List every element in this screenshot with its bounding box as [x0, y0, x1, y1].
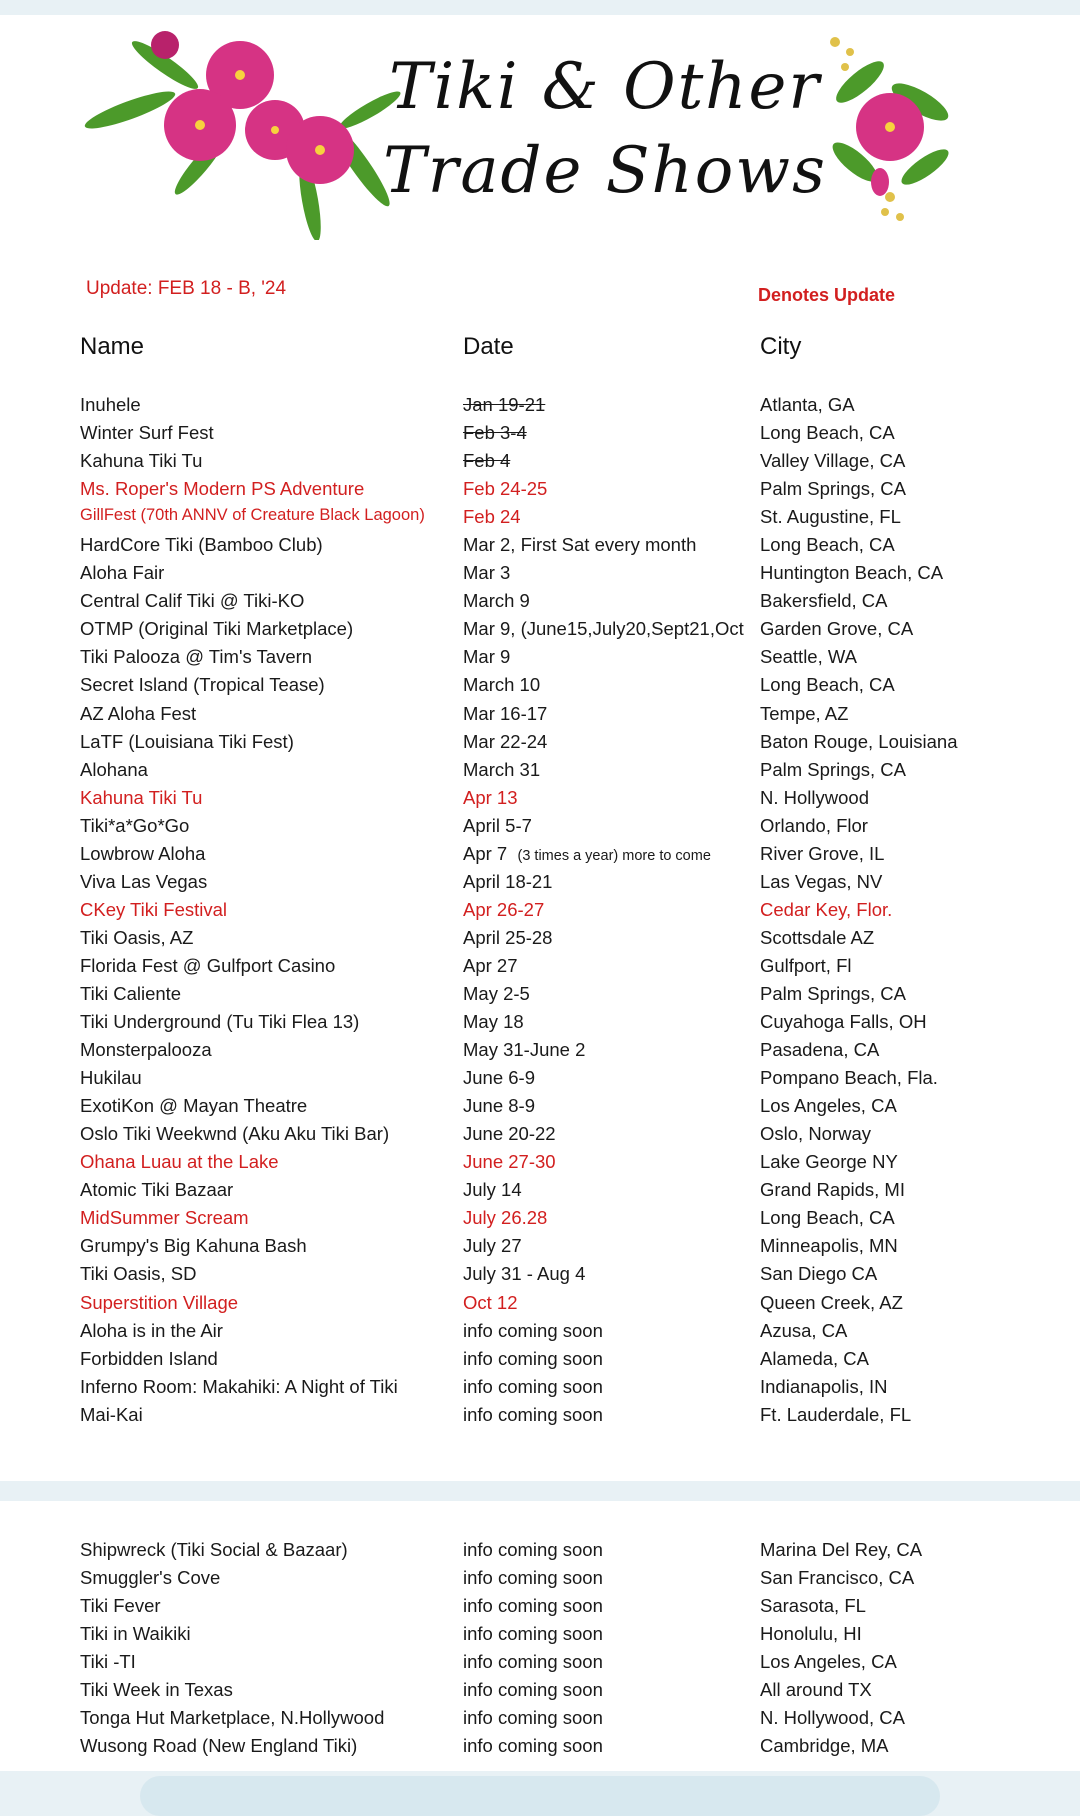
table-row: [0, 420, 1080, 448]
table-row: [0, 1093, 1080, 1121]
show-date: July 31 - Aug 4: [463, 1263, 586, 1285]
show-city: Azusa, CA: [760, 1319, 848, 1341]
show-date: April 18-21: [463, 870, 553, 892]
show-city: Lake George NY: [760, 1151, 898, 1173]
show-city: Bakersfield, CA: [760, 590, 888, 612]
hibiscus-left-icon: [70, 15, 410, 240]
show-city: N. Hollywood: [760, 786, 869, 808]
show-name: MidSummer Scream: [80, 1207, 249, 1229]
table-row: [0, 925, 1080, 953]
show-name: Aloha Fair: [80, 562, 165, 584]
table-row: [0, 981, 1080, 1009]
table-row: [0, 588, 1080, 616]
table-row: [0, 869, 1080, 897]
show-name: ExotiKon @ Mayan Theatre: [80, 1095, 308, 1117]
show-name: Tiki in Waikiki: [80, 1623, 191, 1645]
show-date: info coming soon: [463, 1651, 603, 1673]
show-city: Indianapolis, IN: [760, 1375, 888, 1397]
show-name: Mai-Kai: [80, 1403, 143, 1425]
table-row: [0, 448, 1080, 476]
show-city: Honolulu, HI: [760, 1623, 862, 1645]
table-row: [0, 560, 1080, 588]
show-city: Palm Springs, CA: [760, 758, 906, 780]
table-row: [0, 729, 1080, 757]
show-name: Oslo Tiki Weekwnd (Aku Aku Tiki Bar): [80, 1123, 390, 1145]
show-name: Tiki Palooza @ Tim's Tavern: [80, 646, 313, 668]
table-row: [0, 1593, 1080, 1621]
show-date: May 2-5: [463, 982, 530, 1004]
show-city: Sarasota, FL: [760, 1595, 866, 1617]
table-row: [0, 504, 1080, 532]
show-date: Mar 22-24: [463, 730, 548, 752]
show-date: April 25-28: [463, 926, 553, 948]
table-row: [0, 476, 1080, 504]
table-row: [0, 1009, 1080, 1037]
show-date: Mar 2, First Sat every month: [463, 534, 697, 556]
show-name: Smuggler's Cove: [80, 1567, 221, 1589]
show-date: info coming soon: [463, 1567, 603, 1589]
show-name: Tiki Fever: [80, 1595, 161, 1617]
show-city: Marina Del Rey, CA: [760, 1539, 923, 1560]
show-name: Superstition Village: [80, 1291, 239, 1313]
update-note: Update: FEB 18 - B, '24: [86, 278, 287, 299]
show-name: Hukilau: [80, 1067, 142, 1089]
show-date: info coming soon: [463, 1595, 603, 1617]
show-name: Kahuna Tiki Tu: [80, 450, 203, 472]
table-row: [0, 392, 1080, 420]
show-name: Ms. Roper's Modern PS Adventure: [80, 478, 365, 500]
table-row: [0, 644, 1080, 672]
show-date: Feb 4: [463, 450, 511, 472]
show-city: Grand Rapids, MI: [760, 1179, 905, 1201]
show-date: Feb 24: [463, 506, 521, 528]
show-name: Grumpy's Big Kahuna Bash: [80, 1235, 307, 1257]
show-date: Oct 12: [463, 1291, 518, 1313]
show-date: Feb 3-4: [463, 422, 527, 444]
table-row: [0, 1346, 1080, 1374]
table-row: [0, 757, 1080, 785]
page-title: Tiki & Other Trade Shows: [383, 50, 827, 208]
table-row: [0, 1649, 1080, 1677]
show-city: Tempe, AZ: [760, 702, 849, 724]
show-city: All around TX: [760, 1679, 872, 1701]
show-name: Florida Fest @ Gulfport Casino: [80, 954, 336, 976]
table-row: [0, 1537, 1080, 1565]
show-name: Central Calif Tiki @ Tiki-KO: [80, 590, 305, 612]
show-date: info coming soon: [463, 1375, 603, 1397]
show-city: Valley Village, CA: [760, 450, 906, 472]
table-row: [0, 1233, 1080, 1261]
show-city: Las Vegas, NV: [760, 870, 883, 892]
show-name: Tiki -TI: [80, 1651, 136, 1673]
show-name: Lowbrow Aloha: [80, 842, 206, 864]
show-list: [0, 392, 1080, 1430]
show-city: Long Beach, CA: [760, 422, 895, 444]
table-row: [0, 1705, 1080, 1733]
table-row: [0, 953, 1080, 981]
table-row: [0, 1565, 1080, 1593]
table-row: [0, 1261, 1080, 1289]
show-name: Shipwreck (Tiki Social & Bazaar): [80, 1539, 348, 1560]
show-city: N. Hollywood, CA: [760, 1707, 905, 1729]
show-date: Mar 16-17: [463, 702, 548, 724]
show-city: Cedar Key, Flor.: [760, 898, 893, 920]
show-name: Tonga Hut Marketplace, N.Hollywood: [80, 1707, 385, 1729]
column-header-date: Date: [463, 333, 514, 360]
show-city: Garden Grove, CA: [760, 618, 914, 640]
show-date: July 26.28: [463, 1207, 548, 1229]
table-row: [0, 1290, 1080, 1318]
show-date: June 27-30: [463, 1151, 556, 1173]
show-date: Mar 3: [463, 562, 511, 584]
show-name: Monsterpalooza: [80, 1039, 212, 1061]
table-row: [0, 616, 1080, 644]
show-date: July 27: [463, 1235, 522, 1257]
show-city: Seattle, WA: [760, 646, 857, 668]
show-date: March 10: [463, 674, 541, 696]
show-date-note: (3 times a year) more to come: [517, 847, 711, 864]
show-name: Wusong Road (New England Tiki): [80, 1735, 358, 1757]
show-date: June 20-22: [463, 1123, 556, 1145]
show-city: Atlanta, GA: [760, 394, 855, 415]
show-date: May 18: [463, 1011, 524, 1033]
show-city: Cambridge, MA: [760, 1735, 889, 1757]
show-city: Los Angeles, CA: [760, 1651, 897, 1673]
show-city: River Grove, IL: [760, 842, 885, 864]
show-name: Tiki Week in Texas: [80, 1679, 233, 1701]
show-date: Apr 26-27: [463, 898, 545, 920]
show-name: Viva Las Vegas: [80, 870, 208, 892]
show-name: Tiki Oasis, SD: [80, 1263, 197, 1285]
show-date: info coming soon: [463, 1735, 603, 1757]
show-city: Queen Creek, AZ: [760, 1291, 903, 1313]
show-city: Scottsdale AZ: [760, 926, 875, 948]
show-date: March 31: [463, 758, 541, 780]
show-name: Atomic Tiki Bazaar: [80, 1179, 234, 1201]
show-city: Oslo, Norway: [760, 1123, 872, 1145]
table-row: [0, 1374, 1080, 1402]
show-city: Alameda, CA: [760, 1347, 869, 1369]
show-name: Tiki Oasis, AZ: [80, 926, 194, 948]
show-name: Alohana: [80, 758, 148, 780]
table-row: [0, 785, 1080, 813]
show-name: Secret Island (Tropical Tease): [80, 674, 325, 696]
show-date: info coming soon: [463, 1707, 603, 1729]
table-row: [0, 1733, 1080, 1761]
column-header-name: Name: [80, 333, 145, 360]
show-date: June 6-9: [463, 1067, 535, 1089]
show-city: Orlando, Flor: [760, 814, 868, 836]
show-city: Gulfport, Fl: [760, 954, 852, 976]
show-date: info coming soon: [463, 1347, 603, 1369]
show-city: Long Beach, CA: [760, 1207, 895, 1229]
show-city: Pasadena, CA: [760, 1039, 880, 1061]
table-row: [0, 1121, 1080, 1149]
show-name: Winter Surf Fest: [80, 422, 214, 444]
show-date: Mar 9, (June15,July20,Sept21,Oct: [463, 618, 744, 640]
show-city: Palm Springs, CA: [760, 982, 906, 1004]
show-name: Inferno Room: Makahiki: A Night of Tiki: [80, 1375, 398, 1397]
table-row: [0, 813, 1080, 841]
show-city: San Francisco, CA: [760, 1567, 915, 1589]
show-name: HardCore Tiki (Bamboo Club): [80, 534, 323, 556]
table-row: [0, 1402, 1080, 1430]
table-row: [0, 701, 1080, 729]
show-city: Ft. Lauderdale, FL: [760, 1403, 912, 1425]
show-name: OTMP (Original Tiki Marketplace): [80, 618, 354, 640]
show-name: Tiki Underground (Tu Tiki Flea 13): [80, 1011, 360, 1033]
show-name: Tiki Caliente: [80, 982, 182, 1004]
show-name: LaTF (Louisiana Tiki Fest): [80, 730, 294, 752]
show-name: Tiki*a*Go*Go: [80, 814, 190, 836]
show-date: April 5-7: [463, 814, 532, 836]
show-date: info coming soon: [463, 1403, 603, 1425]
show-city: San Diego CA: [760, 1263, 878, 1285]
show-date: info coming soon: [463, 1623, 603, 1645]
table-row: [0, 1149, 1080, 1177]
show-name: CKey Tiki Festival: [80, 898, 228, 920]
show-city: Cuyahoga Falls, OH: [760, 1011, 927, 1033]
show-city: St. Augustine, FL: [760, 506, 901, 528]
table-row: [0, 1318, 1080, 1346]
show-name: Kahuna Tiki Tu: [80, 786, 203, 808]
show-city: Huntington Beach, CA: [760, 562, 944, 584]
show-date: July 14: [463, 1179, 522, 1201]
table-row: [0, 1621, 1080, 1649]
column-header-city: City: [760, 333, 802, 360]
table-row: [0, 1205, 1080, 1233]
show-date: Mar 9: [463, 646, 511, 668]
show-city: Minneapolis, MN: [760, 1235, 898, 1257]
show-date: March 9: [463, 590, 530, 612]
show-date: Apr 13: [463, 786, 518, 808]
show-date: Apr 27: [463, 954, 518, 976]
table-row: [0, 532, 1080, 560]
show-city: Long Beach, CA: [760, 534, 895, 556]
show-name: AZ Aloha Fest: [80, 702, 197, 724]
table-row: [0, 841, 1080, 869]
show-date: info coming soon: [463, 1319, 603, 1341]
scroll-hint-bar: [140, 1776, 940, 1816]
show-name: Ohana Luau at the Lake: [80, 1151, 279, 1173]
show-name: Forbidden Island: [80, 1347, 218, 1369]
show-name: Inuhele: [80, 394, 141, 415]
table-row: [0, 1065, 1080, 1093]
table-row: [0, 672, 1080, 700]
show-name: GillFest (70th ANNV of Creature Black Lagoon): [80, 506, 425, 525]
show-city: Long Beach, CA: [760, 674, 895, 696]
show-city: Pompano Beach, Fla.: [760, 1067, 938, 1089]
show-date-cell: [463, 843, 753, 865]
show-date: info coming soon: [463, 1679, 603, 1701]
table-row: [0, 1177, 1080, 1205]
show-date: Apr 7: [463, 842, 508, 864]
show-name: Aloha is in the Air: [80, 1319, 223, 1341]
table-row: [0, 1037, 1080, 1065]
update-legend: Denotes Update: [758, 285, 896, 305]
show-city: Los Angeles, CA: [760, 1095, 897, 1117]
show-date: May 31-June 2: [463, 1039, 586, 1061]
show-date: info coming soon: [463, 1539, 603, 1560]
show-date: Jan 19-21: [463, 394, 546, 415]
table-row: [0, 897, 1080, 925]
show-date: June 8-9: [463, 1095, 535, 1117]
show-city: Baton Rouge, Louisiana: [760, 730, 958, 752]
show-list-continued: [0, 1537, 1080, 1761]
table-row: [0, 1677, 1080, 1705]
show-date: Feb 24-25: [463, 478, 548, 500]
show-city: Palm Springs, CA: [760, 478, 906, 500]
